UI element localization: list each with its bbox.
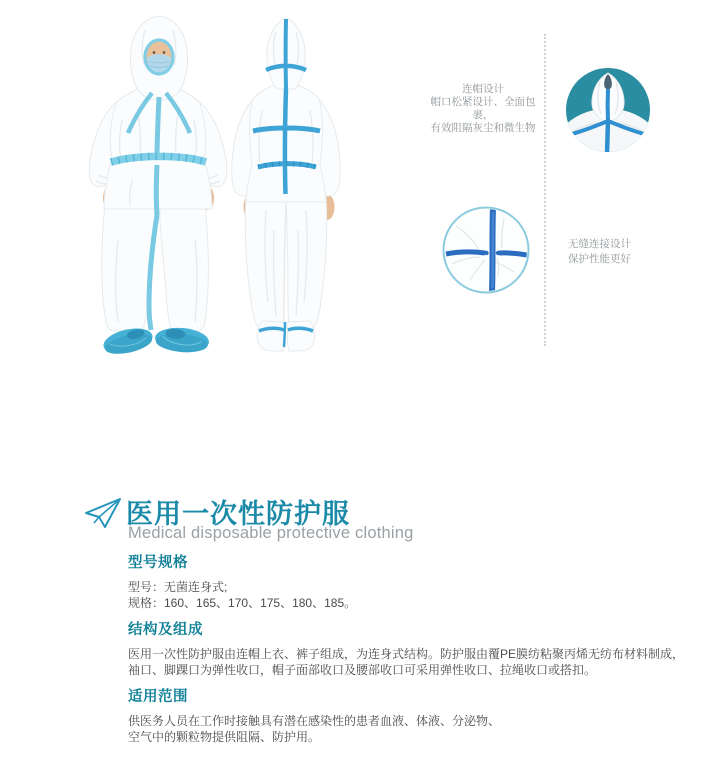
paper-plane-icon (84, 496, 122, 530)
hood-detail-photo (566, 68, 650, 152)
hood-callout-line2: 有效阻隔灰尘和微生物 (430, 122, 536, 134)
seam-detail-photo (442, 206, 530, 294)
seam-closeup-icon (442, 206, 530, 294)
front-suit-photo (89, 16, 227, 358)
section-scope (128, 685, 713, 745)
back-suit-photo (232, 18, 341, 351)
hood-closeup-icon (566, 68, 650, 152)
page-subtitle: Medical disposable protective clothing (128, 524, 414, 542)
hood-callout-title: 连帽设计 (462, 83, 504, 95)
section-line: 袖口、脚踝口为弹性收口，帽子面部收口及腰部收口可采用弹性收口、拉绳收口或搭扣。 (128, 662, 597, 677)
section-heading: 型号规格 (128, 555, 188, 571)
section-model-specs (128, 551, 713, 611)
seam-callout-line1: 无缝连接设计 (568, 238, 631, 250)
dotted-separator (544, 34, 546, 346)
section-heading: 结构及组成 (128, 622, 203, 638)
left-eye (153, 51, 156, 54)
seam-callout-text (568, 237, 631, 267)
hood-callout-text (424, 83, 542, 135)
section-heading: 适用范围 (128, 689, 188, 705)
section-line: 供医务人员在工作时接触具有潜在感染性的患者血液、体液、分泌物、 (128, 714, 501, 728)
section-line: 规格：160、165、170、175、180、185。 (128, 595, 357, 610)
page-title: 医用一次性防护服 (126, 499, 350, 529)
hood-callout-line1: 帽口松紧设计、全面包裹， (430, 96, 536, 121)
back-boot-covers (257, 321, 314, 351)
seam-callout-line2: 保护性能更好 (568, 253, 631, 265)
section-structure (128, 618, 713, 678)
product-photos (0, 0, 440, 380)
section-line: 型号：无菌连身式; (128, 580, 228, 594)
section-line: 医用一次性防护服由连帽上衣、裤子组成，为连身式结构。防护服由覆PE膜纺粘聚丙烯无纺布材料制成， (128, 647, 685, 661)
right-eye (163, 51, 166, 54)
section-line: 空气中的颗粒物提供阻隔、防护用。 (128, 729, 321, 744)
